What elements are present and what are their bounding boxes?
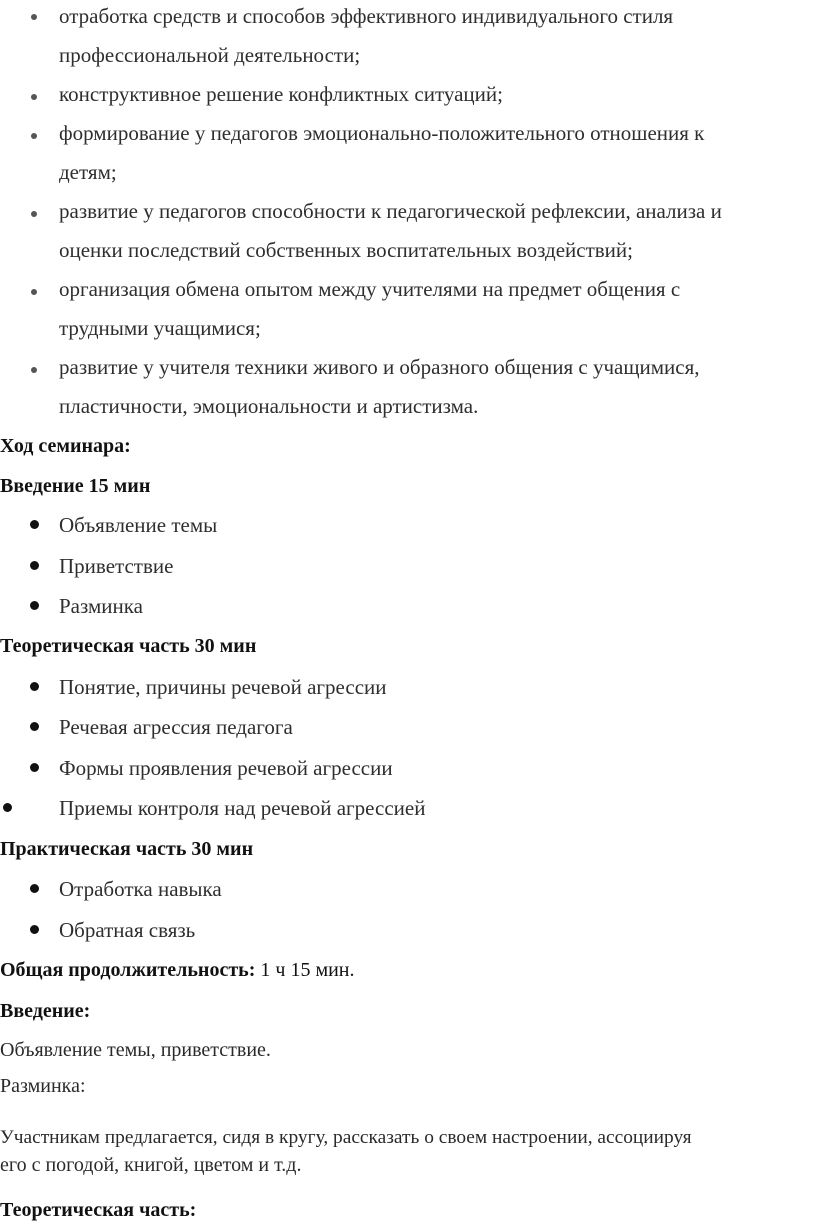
warmup-paragraph-line: Участникам предлагается, сидя в кругу, рассказать о своем настроении, ассоциируя xyxy=(0,1127,692,1148)
list-bullet xyxy=(31,94,37,100)
list-bullet xyxy=(30,925,39,934)
goal-line: отработка средств и способов эффективного индивидуального стиля xyxy=(59,4,674,28)
list-bullet xyxy=(30,884,39,893)
goal-line: пластичности, эмоциональности и артистизма. xyxy=(59,394,479,418)
theory-heading: Теоретическая часть 30 мин xyxy=(0,635,257,657)
warmup-paragraph-line: его с погодой, книгой, цветом и т.д. xyxy=(0,1154,302,1176)
goal-line: оценки последствий собственных воспитательных воздействий; xyxy=(59,238,633,262)
total-duration xyxy=(0,958,355,982)
list-bullet xyxy=(30,682,39,691)
goal-line: формирование у педагогов эмоционально-положительного отношения к xyxy=(59,121,705,145)
goal-line: трудными учащимися; xyxy=(59,316,261,340)
practice-heading: Практическая часть 30 мин xyxy=(0,838,254,860)
list-bullet xyxy=(30,561,39,570)
goal-line: развитие у педагогов способности к педагогической рефлексии, анализа и xyxy=(59,199,722,223)
list-bullet xyxy=(30,601,39,610)
total-duration-value: 1 ч 15 мин. xyxy=(255,959,355,981)
list-bullet xyxy=(3,803,12,812)
list-bullet xyxy=(31,367,37,373)
list-bullet xyxy=(31,289,37,295)
intro-text: Объявление темы, приветствие. xyxy=(0,1039,271,1061)
theory-item: Формы проявления речевой агрессии xyxy=(59,756,393,780)
goal-line: профессиональной деятельности; xyxy=(59,43,361,67)
introduction-heading: Введение: xyxy=(0,1000,91,1022)
list-bullet xyxy=(31,14,37,20)
goal-line: организация обмена опытом между учителями на предмет общения с xyxy=(59,277,681,301)
theory-section-heading: Теоретическая часть: xyxy=(0,1199,197,1221)
goal-line: детям; xyxy=(59,160,117,184)
list-bullet xyxy=(31,211,37,217)
intro-heading: Введение 15 мин xyxy=(0,475,151,497)
practice-item: Отработка навыка xyxy=(59,877,222,901)
warmup-label: Разминка: xyxy=(0,1075,86,1097)
intro-item: Приветствие xyxy=(59,554,174,578)
course-title: Ход семинара: xyxy=(0,435,131,457)
goal-line: развитие у учителя техники живого и образного общения с учащимися, xyxy=(59,355,700,379)
theory-item: Речевая агрессия педагога xyxy=(59,715,293,739)
list-bullet xyxy=(30,520,39,529)
list-bullet xyxy=(30,722,39,731)
practice-item: Обратная связь xyxy=(59,918,196,942)
intro-item: Разминка xyxy=(59,594,143,618)
theory-item: Приемы контроля над речевой агрессией xyxy=(59,796,426,820)
total-duration-label: Общая продолжительность: xyxy=(0,959,256,981)
list-bullet xyxy=(30,763,39,772)
theory-item: Понятие, причины речевой агрессии xyxy=(59,675,387,699)
intro-item: Объявление темы xyxy=(59,513,218,537)
list-bullet xyxy=(31,133,37,139)
goal-line: конструктивное решение конфликтных ситуаций; xyxy=(59,82,503,106)
